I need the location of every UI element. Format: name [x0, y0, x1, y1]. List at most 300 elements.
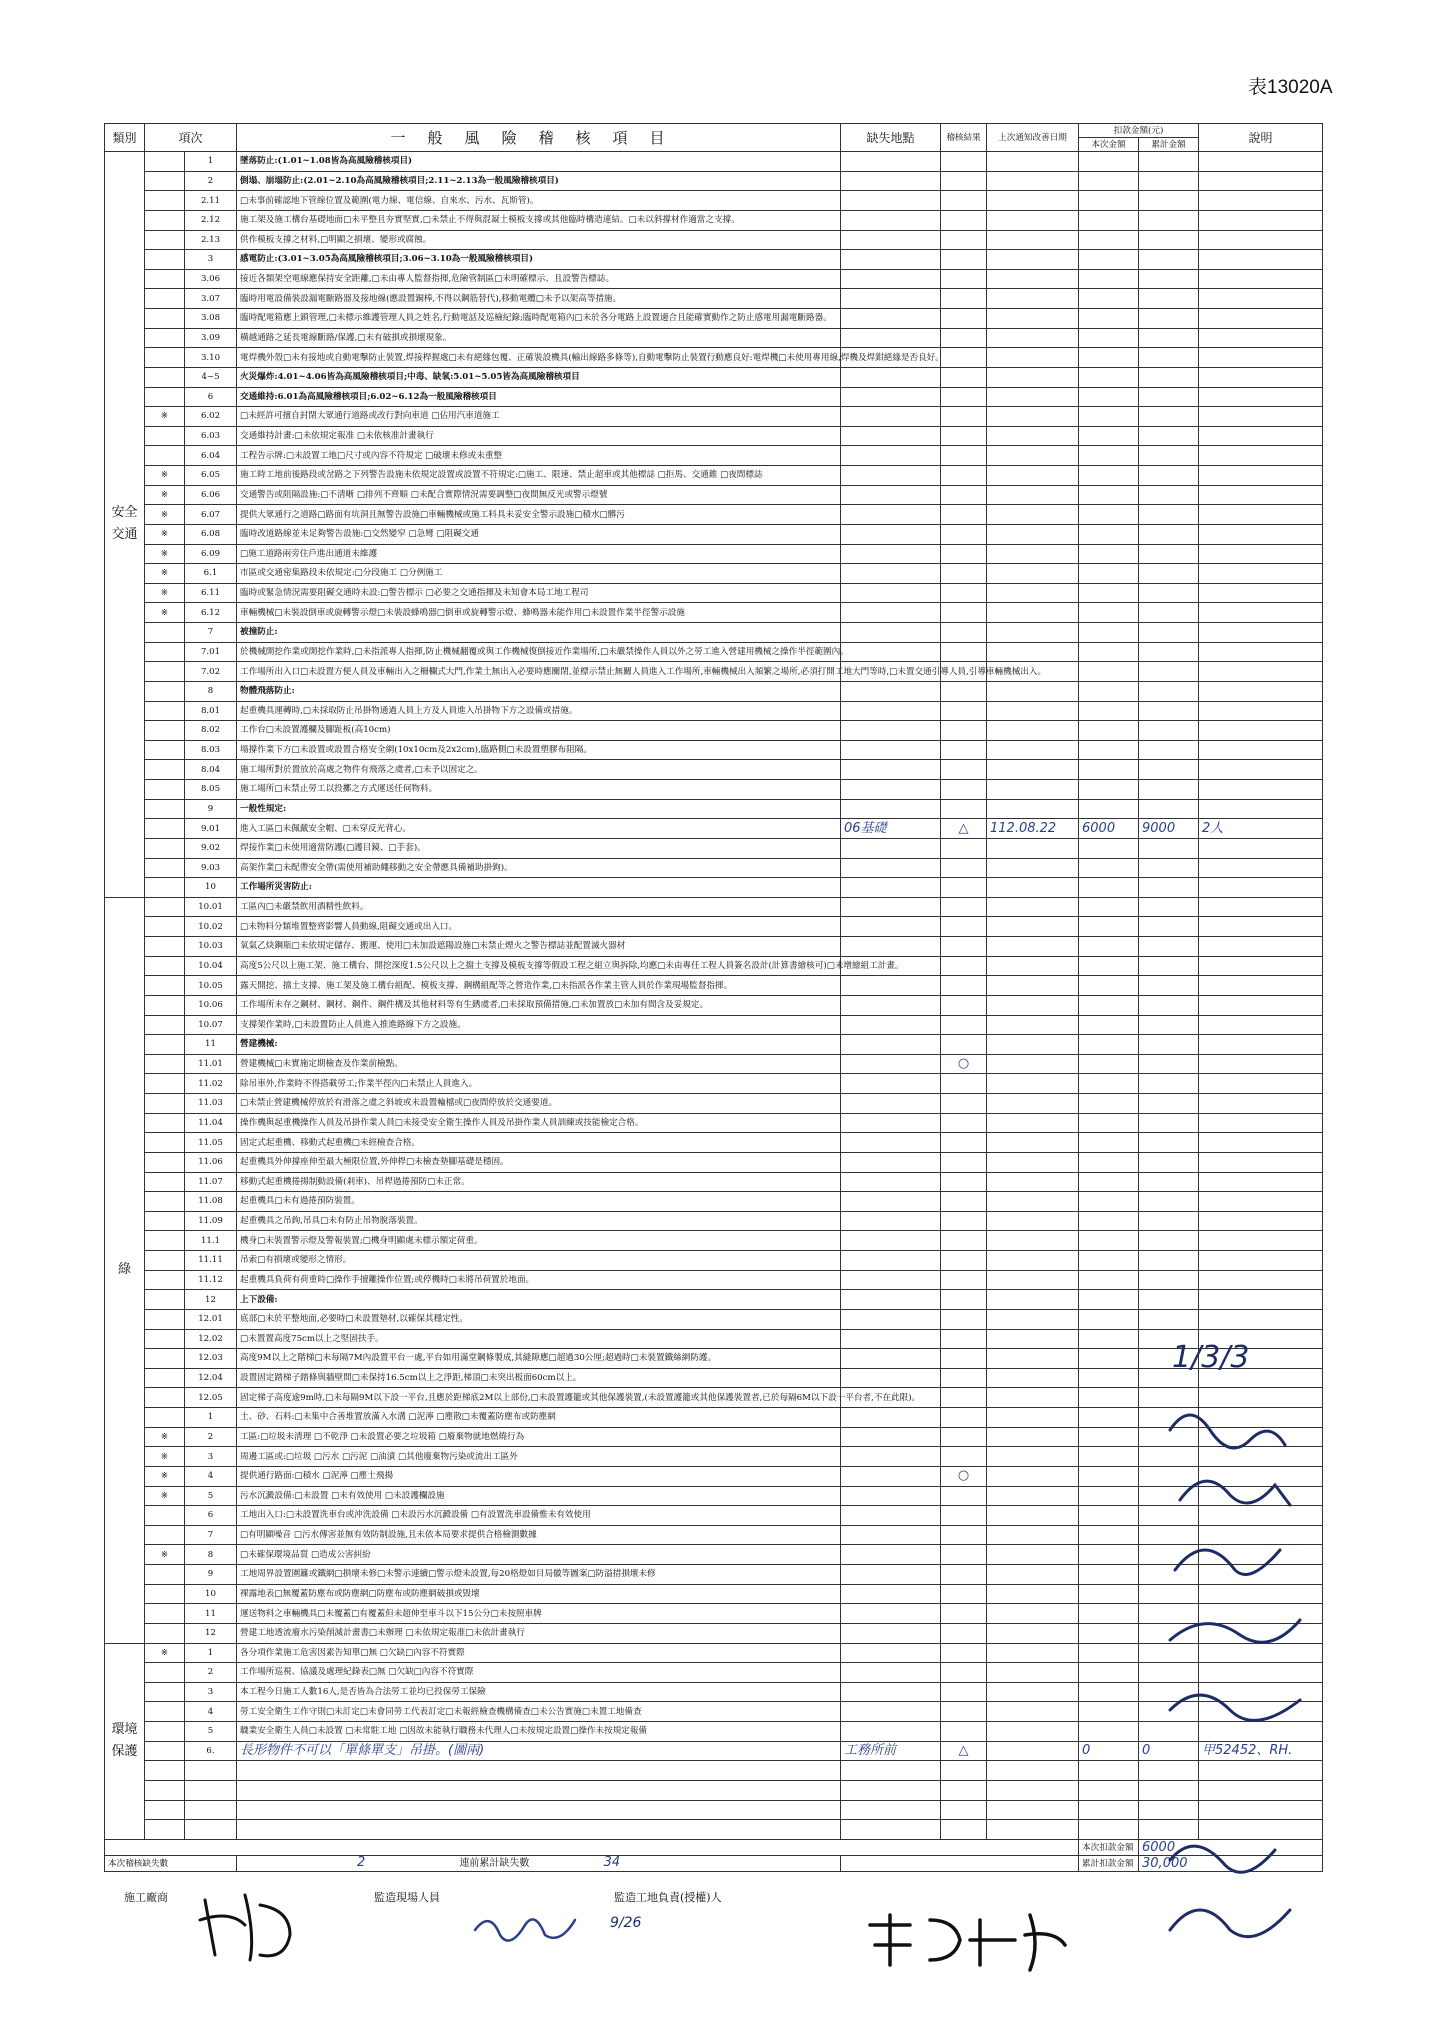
- row-notice-date: [987, 976, 1079, 996]
- row-notice-date: [987, 1408, 1079, 1428]
- row-number: 2.11: [185, 191, 237, 211]
- row-note: [1199, 878, 1323, 898]
- row-note: [1199, 367, 1323, 387]
- row-mark: [145, 1584, 185, 1604]
- row-result: [941, 838, 987, 858]
- row-amount: [1079, 956, 1139, 976]
- row-note: [1199, 956, 1323, 976]
- row-amount: [1079, 1702, 1139, 1722]
- row-cum-amount: [1139, 917, 1199, 937]
- row-mark: [145, 1741, 185, 1761]
- row-cum-amount: [1139, 760, 1199, 780]
- row-cum-amount: [1139, 348, 1199, 368]
- table-row: [105, 1152, 1323, 1172]
- row-note: 2人: [1199, 819, 1323, 839]
- row-result: [941, 701, 987, 721]
- table-row: [105, 407, 1323, 427]
- supervisor-signature: [860, 1905, 1080, 1975]
- row-location: [841, 564, 941, 584]
- row-location: [841, 250, 941, 270]
- table-row: [105, 1623, 1323, 1643]
- row-amount: [1079, 740, 1139, 760]
- row-text: 固定梯子高度逾9m時,□未每隔9M以下設一平台,且應於距梯底2M以上部份,□未設置護籠或其他保護裝置,(未設置護籠或其他保護裝置者,已於每隔6M以下設一平台者,不在此限)。: [237, 1388, 841, 1408]
- row-result: [941, 544, 987, 564]
- header-location: 缺失地點: [841, 124, 941, 152]
- row-mark: [145, 210, 185, 230]
- row-note: [1199, 760, 1323, 780]
- row-location: [841, 1820, 941, 1840]
- row-location: [841, 1015, 941, 1035]
- row-note: [1199, 721, 1323, 741]
- row-text: [237, 1820, 841, 1840]
- row-text: □施工道路兩旁住戶進出通道未維護: [237, 544, 841, 564]
- header-item-title: 一般風險稽核項目: [237, 124, 841, 152]
- row-notice-date: [987, 1113, 1079, 1133]
- row-text: 進入工區□未佩戴安全帽、□未穿反光背心。: [237, 819, 841, 839]
- row-amount: [1079, 1133, 1139, 1153]
- row-text: 底部□未於平整地面,必要時□未設置墊材,以確保其穩定性。: [237, 1309, 841, 1329]
- row-note: [1199, 976, 1323, 996]
- row-amount: [1079, 1525, 1139, 1545]
- row-mark: [145, 681, 185, 701]
- row-notice-date: [987, 407, 1079, 427]
- row-cum-amount: [1139, 740, 1199, 760]
- row-location: [841, 210, 941, 230]
- row-text: 交通維持:6.01為高風險稽核項目;6.02~6.12為一般風險稽核項目: [237, 387, 841, 407]
- row-amount: [1079, 1506, 1139, 1526]
- row-text: 場撐作業下方□未設置或設置合格安全網(10x10cm及2x2cm),臨路側□未設置塑膠布阻隔。: [237, 740, 841, 760]
- row-number: 9: [185, 799, 237, 819]
- row-mark: [145, 1309, 185, 1329]
- row-mark: [145, 1192, 185, 1212]
- row-result: [941, 917, 987, 937]
- header-cum-amount: 累計金額: [1139, 138, 1199, 152]
- row-mark: [145, 1054, 185, 1074]
- row-mark: [145, 1623, 185, 1643]
- row-notice-date: [987, 1525, 1079, 1545]
- row-result: [941, 1643, 987, 1663]
- row-text: 臨時用電設備裝設漏電斷路器及接地線(應設置銅棒,不得以鋼筋替代),移動電纜□未予以架高等措施。: [237, 289, 841, 309]
- row-note: [1199, 328, 1323, 348]
- table-row: [105, 250, 1323, 270]
- row-note: [1199, 917, 1323, 937]
- row-result: [941, 1408, 987, 1428]
- row-cum-amount: [1139, 1113, 1199, 1133]
- row-notice-date: [987, 485, 1079, 505]
- row-result: [941, 780, 987, 800]
- row-location: [841, 466, 941, 486]
- row-mark: [145, 348, 185, 368]
- table-row: [105, 1565, 1323, 1585]
- row-mark: [145, 1152, 185, 1172]
- row-location: [841, 897, 941, 917]
- table-row: [105, 995, 1323, 1015]
- row-note: [1199, 681, 1323, 701]
- row-amount: 0: [1079, 1741, 1139, 1761]
- row-number: 11.1: [185, 1231, 237, 1251]
- row-location: [841, 1133, 941, 1153]
- row-amount: [1079, 1309, 1139, 1329]
- row-amount: [1079, 976, 1139, 996]
- row-notice-date: [987, 937, 1079, 957]
- row-amount: [1079, 917, 1139, 937]
- row-number: 3.09: [185, 328, 237, 348]
- row-amount: [1079, 1054, 1139, 1074]
- row-amount: [1079, 1486, 1139, 1506]
- row-mark: ※: [145, 1466, 185, 1486]
- row-text: 電焊機外殼□未有接地或自動電擊防止裝置,焊接桿握處□未有絕緣包覆、正確裝設機具(輸出線路多條等),自動電擊防止裝置行動應良好:電焊機□未使用專用線,焊機及焊鉗絕緣是否良好。: [237, 348, 841, 368]
- row-text: 火災爆炸:4.01~4.06皆為高風險稽核項目;中毒、缺氧:5.01~5.05皆為高風險稽核項目: [237, 367, 841, 387]
- header-item-no: 項次: [145, 124, 237, 152]
- row-mark: [145, 1094, 185, 1114]
- row-location: [841, 917, 941, 937]
- table-row: [105, 740, 1323, 760]
- row-number: 3.10: [185, 348, 237, 368]
- row-text: 焊接作業□未使用適當防護(□護目鏡、□手套)。: [237, 838, 841, 858]
- row-mark: [145, 1388, 185, 1408]
- table-row: [105, 485, 1323, 505]
- row-location: [841, 191, 941, 211]
- row-mark: [145, 623, 185, 643]
- row-mark: [145, 250, 185, 270]
- row-text: 工區內□未嚴禁飲用酒精性飲料。: [237, 897, 841, 917]
- row-notice-date: [987, 878, 1079, 898]
- row-result: △: [941, 1741, 987, 1761]
- row-notice-date: [987, 760, 1079, 780]
- row-mark: [145, 328, 185, 348]
- row-location: [841, 367, 941, 387]
- row-location: 工務所前: [841, 1741, 941, 1761]
- row-result: [941, 1722, 987, 1742]
- row-note: [1199, 838, 1323, 858]
- row-result: [941, 1152, 987, 1172]
- row-mark: [145, 819, 185, 839]
- row-result: [941, 1309, 987, 1329]
- row-mark: [145, 1211, 185, 1231]
- row-location: [841, 1309, 941, 1329]
- row-location: [841, 1604, 941, 1624]
- row-notice-date: [987, 505, 1079, 525]
- row-text: 營建工地透流廢水污染削減計畫書□未辦理 □未依規定報准□未依計畫執行: [237, 1623, 841, 1643]
- table-row: [105, 623, 1323, 643]
- row-amount: [1079, 289, 1139, 309]
- row-mark: [145, 1820, 185, 1840]
- row-location: [841, 740, 941, 760]
- row-notice-date: [987, 1329, 1079, 1349]
- row-mark: ※: [145, 1447, 185, 1467]
- row-text: 土、砂、石料:□未集中合善堆置放滿入水溝 □泥濘 □塵散□未覆蓋防塵布或防塵網: [237, 1408, 841, 1428]
- row-notice-date: [987, 1054, 1079, 1074]
- row-mark: ※: [145, 524, 185, 544]
- row-note: [1199, 603, 1323, 623]
- row-amount: [1079, 1663, 1139, 1683]
- table-row: [105, 152, 1323, 172]
- row-mark: [145, 1035, 185, 1055]
- row-mark: [145, 1682, 185, 1702]
- row-amount: [1079, 1211, 1139, 1231]
- table-row: [105, 780, 1323, 800]
- row-number: 9.02: [185, 838, 237, 858]
- row-notice-date: [987, 1015, 1079, 1035]
- row-result: [941, 407, 987, 427]
- table-row: [105, 269, 1323, 289]
- row-amount: [1079, 1643, 1139, 1663]
- row-number: 6.08: [185, 524, 237, 544]
- row-note: [1199, 1113, 1323, 1133]
- row-mark: [145, 1133, 185, 1153]
- row-text: 起重機具□未有過捲預防裝置。: [237, 1192, 841, 1212]
- row-cum-amount: [1139, 721, 1199, 741]
- row-note: [1199, 1074, 1323, 1094]
- row-result: [941, 1820, 987, 1840]
- row-note: [1199, 466, 1323, 486]
- row-number: 7: [185, 623, 237, 643]
- table-row: [105, 603, 1323, 623]
- row-note: [1199, 485, 1323, 505]
- row-number: 2.13: [185, 230, 237, 250]
- row-result: [941, 995, 987, 1015]
- row-notice-date: [987, 1349, 1079, 1369]
- row-location: [841, 328, 941, 348]
- row-text: 施工時工地前後路段或岔路之下列警告設施未依規定設置或設置不符規定:□施工、限速、禁止超車或其他標誌 □拒馬、交通錐 □夜間標誌: [237, 466, 841, 486]
- row-number: [185, 1780, 237, 1800]
- row-result: [941, 1368, 987, 1388]
- row-number: 12.01: [185, 1309, 237, 1329]
- row-number: 10.03: [185, 937, 237, 957]
- row-number: 11.11: [185, 1251, 237, 1271]
- row-mark: [145, 642, 185, 662]
- row-text: 橫越通路之延長電線斷路/保護,□未有破損或損壞現象。: [237, 328, 841, 348]
- row-amount: [1079, 721, 1139, 741]
- row-text: 高度5公尺以上施工架、施工構台、開挖深度1.5公尺以上之擋土支撐及模板支撐等假設工程之組立與拆除,均應□未由專任工程人員簽名設計(計算書繪核可)□未增繪組工計畫。: [237, 956, 841, 976]
- row-location: [841, 1192, 941, 1212]
- row-mark: [145, 917, 185, 937]
- row-note: [1199, 348, 1323, 368]
- row-mark: [145, 230, 185, 250]
- row-result: [941, 152, 987, 172]
- row-text: 固定式起重機、移動式起重機□未經檢查合格。: [237, 1133, 841, 1153]
- row-amount: [1079, 426, 1139, 446]
- row-text: 裸露地表□無覆蓋防塵布或防塵網□防塵布或防塵網破損或毀壞: [237, 1584, 841, 1604]
- table-row: [105, 1741, 1323, 1761]
- row-amount: [1079, 1761, 1139, 1781]
- row-location: [841, 485, 941, 505]
- row-notice-date: [987, 348, 1079, 368]
- row-number: 11: [185, 1604, 237, 1624]
- row-result: [941, 603, 987, 623]
- row-text: 工作場所巡視、協議及處理紀錄表□無 □欠缺□內容不符實際: [237, 1663, 841, 1683]
- table-row: [105, 721, 1323, 741]
- table-row: [105, 681, 1323, 701]
- row-amount: [1079, 524, 1139, 544]
- row-notice-date: [987, 838, 1079, 858]
- row-cum-amount: [1139, 780, 1199, 800]
- row-number: 4~5: [185, 367, 237, 387]
- row-result: [941, 466, 987, 486]
- row-number: 7.02: [185, 662, 237, 682]
- row-mark: [145, 1368, 185, 1388]
- row-cum-amount: [1139, 269, 1199, 289]
- row-text: 本工程今日施工人數16人,是否皆為合法勞工並均已投保勞工保險: [237, 1682, 841, 1702]
- row-amount: [1079, 1192, 1139, 1212]
- row-notice-date: [987, 564, 1079, 584]
- table-row: [105, 1682, 1323, 1702]
- row-notice-date: [987, 152, 1079, 172]
- row-cum-amount: [1139, 250, 1199, 270]
- row-mark: [145, 1329, 185, 1349]
- row-amount: [1079, 1270, 1139, 1290]
- row-mark: ※: [145, 485, 185, 505]
- row-note: [1199, 1211, 1323, 1231]
- row-result: [941, 1133, 987, 1153]
- table-row: [105, 1015, 1323, 1035]
- row-text: 工作場所未存之鋼材、鋼材、鋼件、鋼件構及其他材料等有生銹虞者,□未採取預備措施,□未加置放□未加有間含及妥規定。: [237, 995, 841, 1015]
- table-row: [105, 1133, 1323, 1153]
- inspector-signature: [470, 1905, 630, 1955]
- row-text: 設置固定踏梯子踏條與牆壁間□未保持16.5cm以上之淨距,梯頂□未突出板面60cm以上。: [237, 1368, 841, 1388]
- row-note: [1199, 1251, 1323, 1271]
- row-cum-amount: [1139, 1015, 1199, 1035]
- row-number: 4: [185, 1702, 237, 1722]
- row-cum-amount: [1139, 995, 1199, 1015]
- row-cum-amount: [1139, 603, 1199, 623]
- row-location: [841, 623, 941, 643]
- row-cum-amount: [1139, 387, 1199, 407]
- cum-total-label: 累計扣款金額: [1079, 1856, 1139, 1872]
- row-cum-amount: [1139, 446, 1199, 466]
- row-notice-date: [987, 917, 1079, 937]
- row-number: 10: [185, 878, 237, 898]
- row-notice-date: [987, 328, 1079, 348]
- row-location: [841, 937, 941, 957]
- row-location: [841, 1035, 941, 1055]
- table-row: [105, 1545, 1323, 1565]
- row-mark: [145, 446, 185, 466]
- row-amount: [1079, 485, 1139, 505]
- table-row: [105, 1486, 1323, 1506]
- row-result: [941, 250, 987, 270]
- row-result: ○: [941, 1466, 987, 1486]
- table-row: [105, 524, 1323, 544]
- row-number: 6.: [185, 1741, 237, 1761]
- row-notice-date: [987, 1466, 1079, 1486]
- row-notice-date: [987, 701, 1079, 721]
- defects-label: 本次稽核缺失數: [105, 1856, 237, 1872]
- row-text: 一般性規定:: [237, 799, 841, 819]
- row-text: 起重機具運轉時,□未採取防止吊掛物通過人員上方及人員進入吊掛物下方之設備或措施。: [237, 701, 841, 721]
- row-number: 6.03: [185, 426, 237, 446]
- row-mark: [145, 387, 185, 407]
- row-number: 2: [185, 1427, 237, 1447]
- row-location: [841, 838, 941, 858]
- inspector-label: 監造現場人員: [374, 1891, 440, 1904]
- row-number: 6.04: [185, 446, 237, 466]
- row-amount: [1079, 230, 1139, 250]
- row-cum-amount: [1139, 210, 1199, 230]
- row-location: [841, 1349, 941, 1369]
- row-amount: [1079, 210, 1139, 230]
- row-amount: [1079, 1152, 1139, 1172]
- row-text: 墜落防止:(1.01~1.08皆為高風險稽核項目): [237, 152, 841, 172]
- row-location: [841, 642, 941, 662]
- row-mark: ※: [145, 1427, 185, 1447]
- table-row: [105, 289, 1323, 309]
- row-location: [841, 1329, 941, 1349]
- row-result: [941, 446, 987, 466]
- row-text: 機身□未裝置警示燈及警報裝置;□機身明顯處未標示額定荷重。: [237, 1231, 841, 1251]
- row-result: [941, 505, 987, 525]
- row-result: [941, 524, 987, 544]
- row-text: 施工架及施工構台基礎地面□未平整且夯實堅實,□未禁止不得與混凝土模板支撐或其他臨時構造連結。□未以斜撐材作適當之支撐。: [237, 210, 841, 230]
- header-this-amount: 本次金額: [1079, 138, 1139, 152]
- row-amount: [1079, 858, 1139, 878]
- row-result: [941, 858, 987, 878]
- row-number: 12.04: [185, 1368, 237, 1388]
- row-location: [841, 407, 941, 427]
- row-mark: [145, 1702, 185, 1722]
- row-mark: [145, 1506, 185, 1526]
- row-mark: ※: [145, 466, 185, 486]
- row-notice-date: [987, 1231, 1079, 1251]
- row-text: 工區:□垃圾未清理 □不乾淨 □未設置必要之垃圾箱 □廢棄物就地燃燒行為: [237, 1427, 841, 1447]
- row-result: [941, 642, 987, 662]
- row-text: □未確保環境品質 □造成公害糾紛: [237, 1545, 841, 1565]
- row-number: 6.12: [185, 603, 237, 623]
- table-row: [105, 1506, 1323, 1526]
- row-notice-date: [987, 1820, 1079, 1840]
- row-location: [841, 1663, 941, 1683]
- row-notice-date: [987, 1074, 1079, 1094]
- row-cum-amount: [1139, 937, 1199, 957]
- table-row: [105, 1309, 1323, 1329]
- cum-total-value: 30,000: [1139, 1856, 1323, 1872]
- row-amount: [1079, 1035, 1139, 1055]
- row-mark: [145, 1231, 185, 1251]
- row-result: [941, 1486, 987, 1506]
- row-text: 露天開挖、擋土支撐、施工架及施工構台組配、模板支撐、鋼構組配等之營造作業,□未指派各作業主管人員於作業現場監督指揮。: [237, 976, 841, 996]
- row-notice-date: [987, 623, 1079, 643]
- row-cum-amount: [1139, 956, 1199, 976]
- row-mark: [145, 956, 185, 976]
- row-number: 6.06: [185, 485, 237, 505]
- row-number: 9.03: [185, 858, 237, 878]
- row-number: 3.06: [185, 269, 237, 289]
- row-location: [841, 1447, 941, 1467]
- row-location: [841, 1506, 941, 1526]
- table-row: [105, 1780, 1323, 1800]
- row-mark: [145, 838, 185, 858]
- row-amount: [1079, 250, 1139, 270]
- row-amount: [1079, 1623, 1139, 1643]
- audit-rows: [105, 152, 1323, 1840]
- row-note: [1199, 309, 1323, 329]
- form-code: 表13020A: [1248, 77, 1333, 98]
- row-text: □未事前確認地下管線位置及範圍(電力線、電信線、自來水、污水、瓦斯管)。: [237, 191, 841, 211]
- row-mark: [145, 289, 185, 309]
- row-text: □未置置高度75cm以上之堅固扶手。: [237, 1329, 841, 1349]
- row-number: 11.03: [185, 1094, 237, 1114]
- row-number: 11.05: [185, 1133, 237, 1153]
- row-note: [1199, 191, 1323, 211]
- row-amount: [1079, 603, 1139, 623]
- row-text: 移動式起重機捲揚制動設備(剎車)、吊桿過捲預防□未正常。: [237, 1172, 841, 1192]
- row-mark: [145, 426, 185, 446]
- row-notice-date: [987, 1800, 1079, 1820]
- row-text: 市區或交通密集路段未依規定:□分段施工 □分例施工: [237, 564, 841, 584]
- row-text: 吊索□有損壞或變形之情形。: [237, 1251, 841, 1271]
- row-number: 11.08: [185, 1192, 237, 1212]
- table-row: [105, 367, 1323, 387]
